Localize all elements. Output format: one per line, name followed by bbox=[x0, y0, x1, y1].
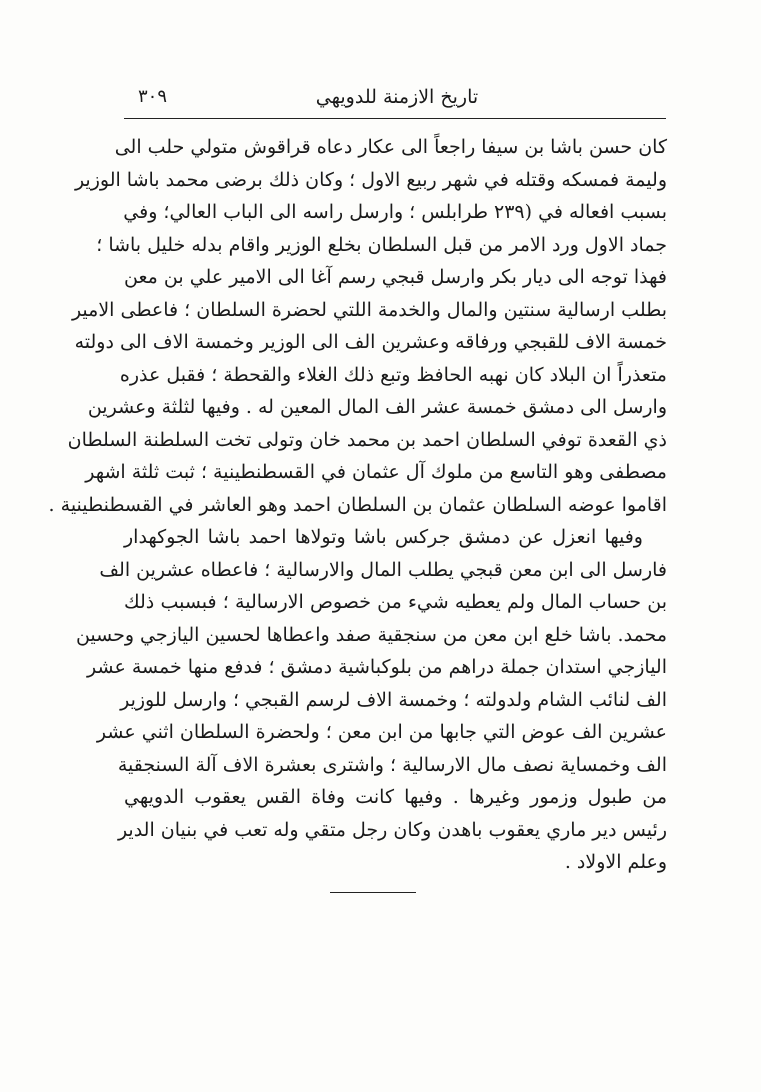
text-line: ذي القعدة توفي السلطان احمد بن محمد خان وتولى تخت السلطنة السلطان bbox=[67, 428, 667, 451]
text-line: خمسة الاف للقبجي ورفاقه وعشرين الف الى الوزير وخمسة الاف الى دولته bbox=[74, 331, 667, 353]
page-header bbox=[128, 86, 666, 116]
text-line: رئيس دير ماري يعقوب باهدن وكان رجل متقي وله تعب في بنيان الدير bbox=[117, 818, 667, 841]
text-line: الف لنائب الشام ولدولته ؛ وخمسة الاف لرسم القبجي ؛ وارسل للوزير bbox=[120, 688, 667, 711]
body-text bbox=[48, 131, 667, 879]
text-line: عشرين الف عوض التي جابها من ابن معن ؛ ولحضرة السلطان اثني عشر bbox=[96, 721, 667, 743]
text-line: الف وخمساية نصف مال الارسالية ؛ واشترى بعشرة الاف آلة السنجقية bbox=[117, 753, 667, 776]
text-line: اليازجي استدان جملة دراهم من بلوكباشية دمشق ؛ فدفع منها خمسة عشر bbox=[87, 656, 667, 678]
text-line: وعلم الاولاد . bbox=[564, 851, 667, 873]
text-line: اقاموا عوضه السلطان عثمان بن السلطان احمد وهو العاشر في القسطنطينية . bbox=[48, 493, 667, 516]
text-line: متعذراً ان البلاد كان نهبه الحافظ وتبع ذلك الغلاء والقحطة ؛ فقبل عذره bbox=[119, 363, 667, 386]
text-line: وفيها انعزل عن دمشق جركس باشا وتولاها احمد باشا الجوكهدار bbox=[124, 526, 643, 548]
text-line: وليمة فمسكه وقتله في شهر ربيع الاول ؛ وكان ذلك برضى محمد باشا الوزير bbox=[74, 168, 667, 191]
text-line: جماد الاول ورد الامر من قبل السلطان بخلع الوزير واقام بدله خليل باشا ؛ bbox=[96, 233, 667, 256]
text-line: محمد. باشا خلع ابن معن من سنجقية صفد واعطاها لحسين اليازجي وحسين bbox=[75, 623, 667, 646]
text-line: فهذا توجه الى ديار بكر وارسل قبجي رسم آغا الى الامير علي بن معن bbox=[124, 266, 667, 288]
text-line: بسبب افعاله في (٢٣٩ طرابلس ؛ وارسل راسه الى الباب العالي؛ وفي bbox=[123, 201, 667, 223]
running-title: تاريخ الازمنة للدويهي bbox=[315, 86, 479, 108]
header-rule bbox=[124, 118, 666, 119]
text-line: بن حساب المال ولم يعطيه شيء من خصوص الارسالية ؛ فبسبب ذلك bbox=[124, 591, 667, 613]
text-line: بطلب ارسالية سنتين والمال والخدمة اللتي لحضرة السلطان ؛ فاعطى الامير bbox=[71, 298, 667, 321]
text-line: مصطفى وهو التاسع من ملوك آل عثمان في القسطنطينية ؛ ثبت ثلثة اشهر bbox=[85, 461, 667, 483]
section-end-rule bbox=[330, 892, 416, 893]
text-line: من طبول وزمور وغيرها . وفيها كانت وفاة القس يعقوب الدويهي bbox=[124, 786, 667, 808]
text-line: كان حسن باشا بن سيفا راجعاً الى عكار دعاه قراقوش متولي حلب الى bbox=[114, 136, 667, 158]
text-line: فارسل الى ابن معن قبجي يطلب المال والارسالية ؛ فاعطاه عشرين الف bbox=[99, 558, 667, 581]
page-number: ٣٠٩ bbox=[138, 86, 168, 107]
text-line: وارسل الى دمشق خمسة عشر الف المال المعين له . وفيها لثلثة وعشرين bbox=[87, 396, 667, 418]
